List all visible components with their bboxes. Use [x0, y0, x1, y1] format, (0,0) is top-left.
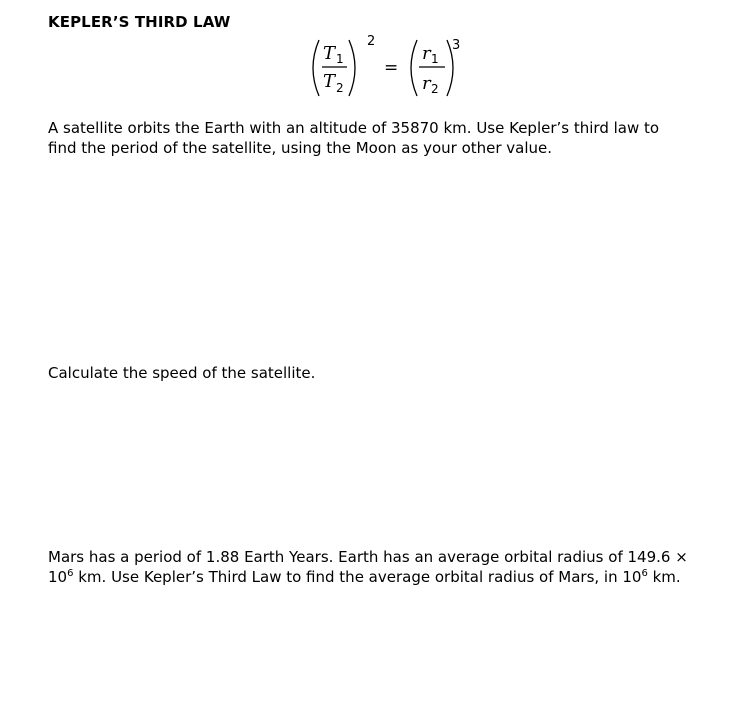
formula-rhs-numerator: r — [422, 43, 431, 64]
q3-text-a: 10 — [48, 568, 68, 586]
q3-exponent-a: 6 — [67, 568, 74, 579]
kepler-formula — [305, 32, 475, 104]
formula-rhs-denominator: r — [422, 73, 431, 94]
q3-text-c: km. — [647, 568, 681, 586]
question-1-line-1: A satellite orbits the Earth with an altitude of 35870 km. Use Kepler’s third law to — [48, 119, 660, 137]
formula-lhs-denominator-sub: 2 — [336, 81, 344, 95]
formula-lhs-exponent: 2 — [367, 34, 376, 49]
question-1 — [48, 118, 728, 158]
question-3-line-2 — [48, 567, 728, 587]
formula-rhs-numerator-sub: 1 — [431, 52, 439, 66]
formula-rhs-denominator-sub: 2 — [431, 82, 439, 96]
question-3 — [48, 547, 728, 587]
question-2 — [48, 363, 728, 383]
formula-lhs-denominator: T — [323, 71, 336, 92]
formula-lhs-numerator-sub: 1 — [336, 52, 344, 66]
q3-exponent-b: 6 — [641, 568, 648, 579]
formula-equals: = — [384, 58, 399, 78]
formula-lhs-numerator: T — [323, 43, 336, 64]
question-3-line-1: Mars has a period of 1.88 Earth Years. Earth has an average orbital radius of 149.6 × — [48, 548, 688, 566]
formula-rhs-exponent: 3 — [452, 38, 461, 53]
question-1-line-2: find the period of the satellite, using the Moon as your other value. — [48, 139, 553, 157]
q3-text-b: km. Use Kepler’s Third Law to find the average orbital radius of Mars, in 10 — [73, 568, 642, 586]
page-title: KEPLER’S THIRD LAW — [48, 13, 231, 31]
question-2-line-1: Calculate the speed of the satellite. — [48, 364, 316, 382]
